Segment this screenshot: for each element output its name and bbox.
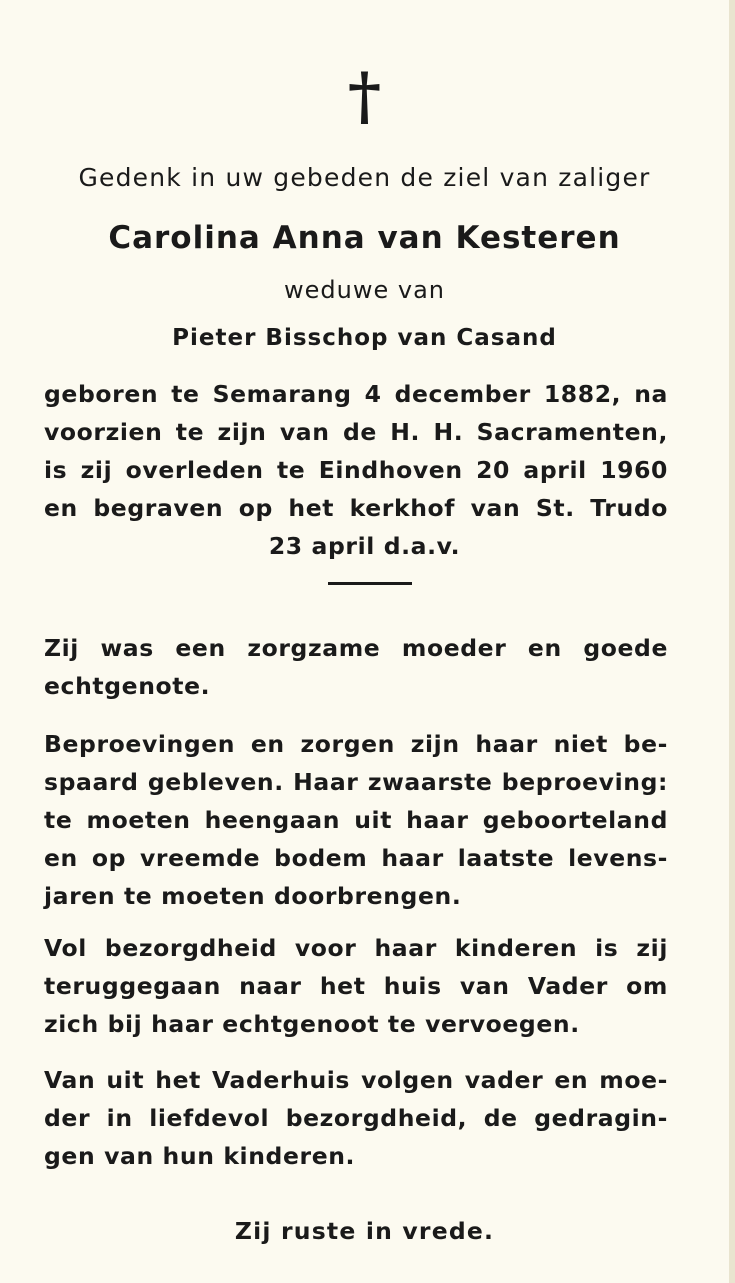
biography-line: voorzien te zijn van de H. H. Sacramenten, bbox=[44, 418, 668, 446]
biography-line: en begraven op het kerkhof van St. Trudo bbox=[44, 494, 668, 522]
paragraph-line: te moeten heengaan uit haar geboorteland bbox=[44, 806, 668, 834]
biography-line: is zij overleden te Eindhoven 20 april 1960 bbox=[44, 456, 668, 484]
paragraph-line: spaard gebleven. Haar zwaarste beproeving: bbox=[44, 768, 668, 796]
husband-name: Pieter Bisschop van Casand bbox=[172, 325, 557, 351]
paragraph-line: Zij was een zorgzame moeder en goede bbox=[44, 634, 668, 662]
paragraph-line: teruggegaan naar het huis van Vader om bbox=[44, 972, 668, 1000]
biography-line: geboren te Semarang 4 december 1882, na bbox=[44, 380, 668, 408]
paragraph-line: jaren te moeten doorbrengen. bbox=[44, 882, 462, 910]
intro-line: Gedenk in uw gebeden de ziel van zaliger bbox=[78, 163, 651, 192]
paragraph-line: zich bij haar echtgenoot te vervoegen. bbox=[44, 1010, 580, 1038]
paragraph-line: Vol bezorgdheid voor haar kinderen is zij bbox=[44, 934, 668, 962]
paragraph-line: en op vreemde bodem haar laatste levens- bbox=[44, 844, 668, 872]
deceased-name: Carolina Anna van Kesteren bbox=[108, 220, 621, 256]
paragraph-line: echtgenote. bbox=[44, 672, 211, 700]
divider bbox=[328, 582, 412, 585]
paragraph-line: der in liefdevol bezorgdheid, de gedragin- bbox=[44, 1104, 668, 1132]
widow-of-line: weduwe van bbox=[284, 276, 445, 304]
paragraph-line: Beproevingen en zorgen zijn haar niet be- bbox=[44, 730, 668, 758]
closing-line: Zij ruste in vrede. bbox=[234, 1217, 495, 1245]
burial-date-line: 23 april d.a.v. bbox=[268, 532, 461, 560]
paragraph-line: Van uit het Vaderhuis volgen vader en moe- bbox=[44, 1066, 668, 1094]
cross-icon: † bbox=[347, 59, 382, 134]
paragraph-line: gen van hun kinderen. bbox=[44, 1142, 356, 1170]
